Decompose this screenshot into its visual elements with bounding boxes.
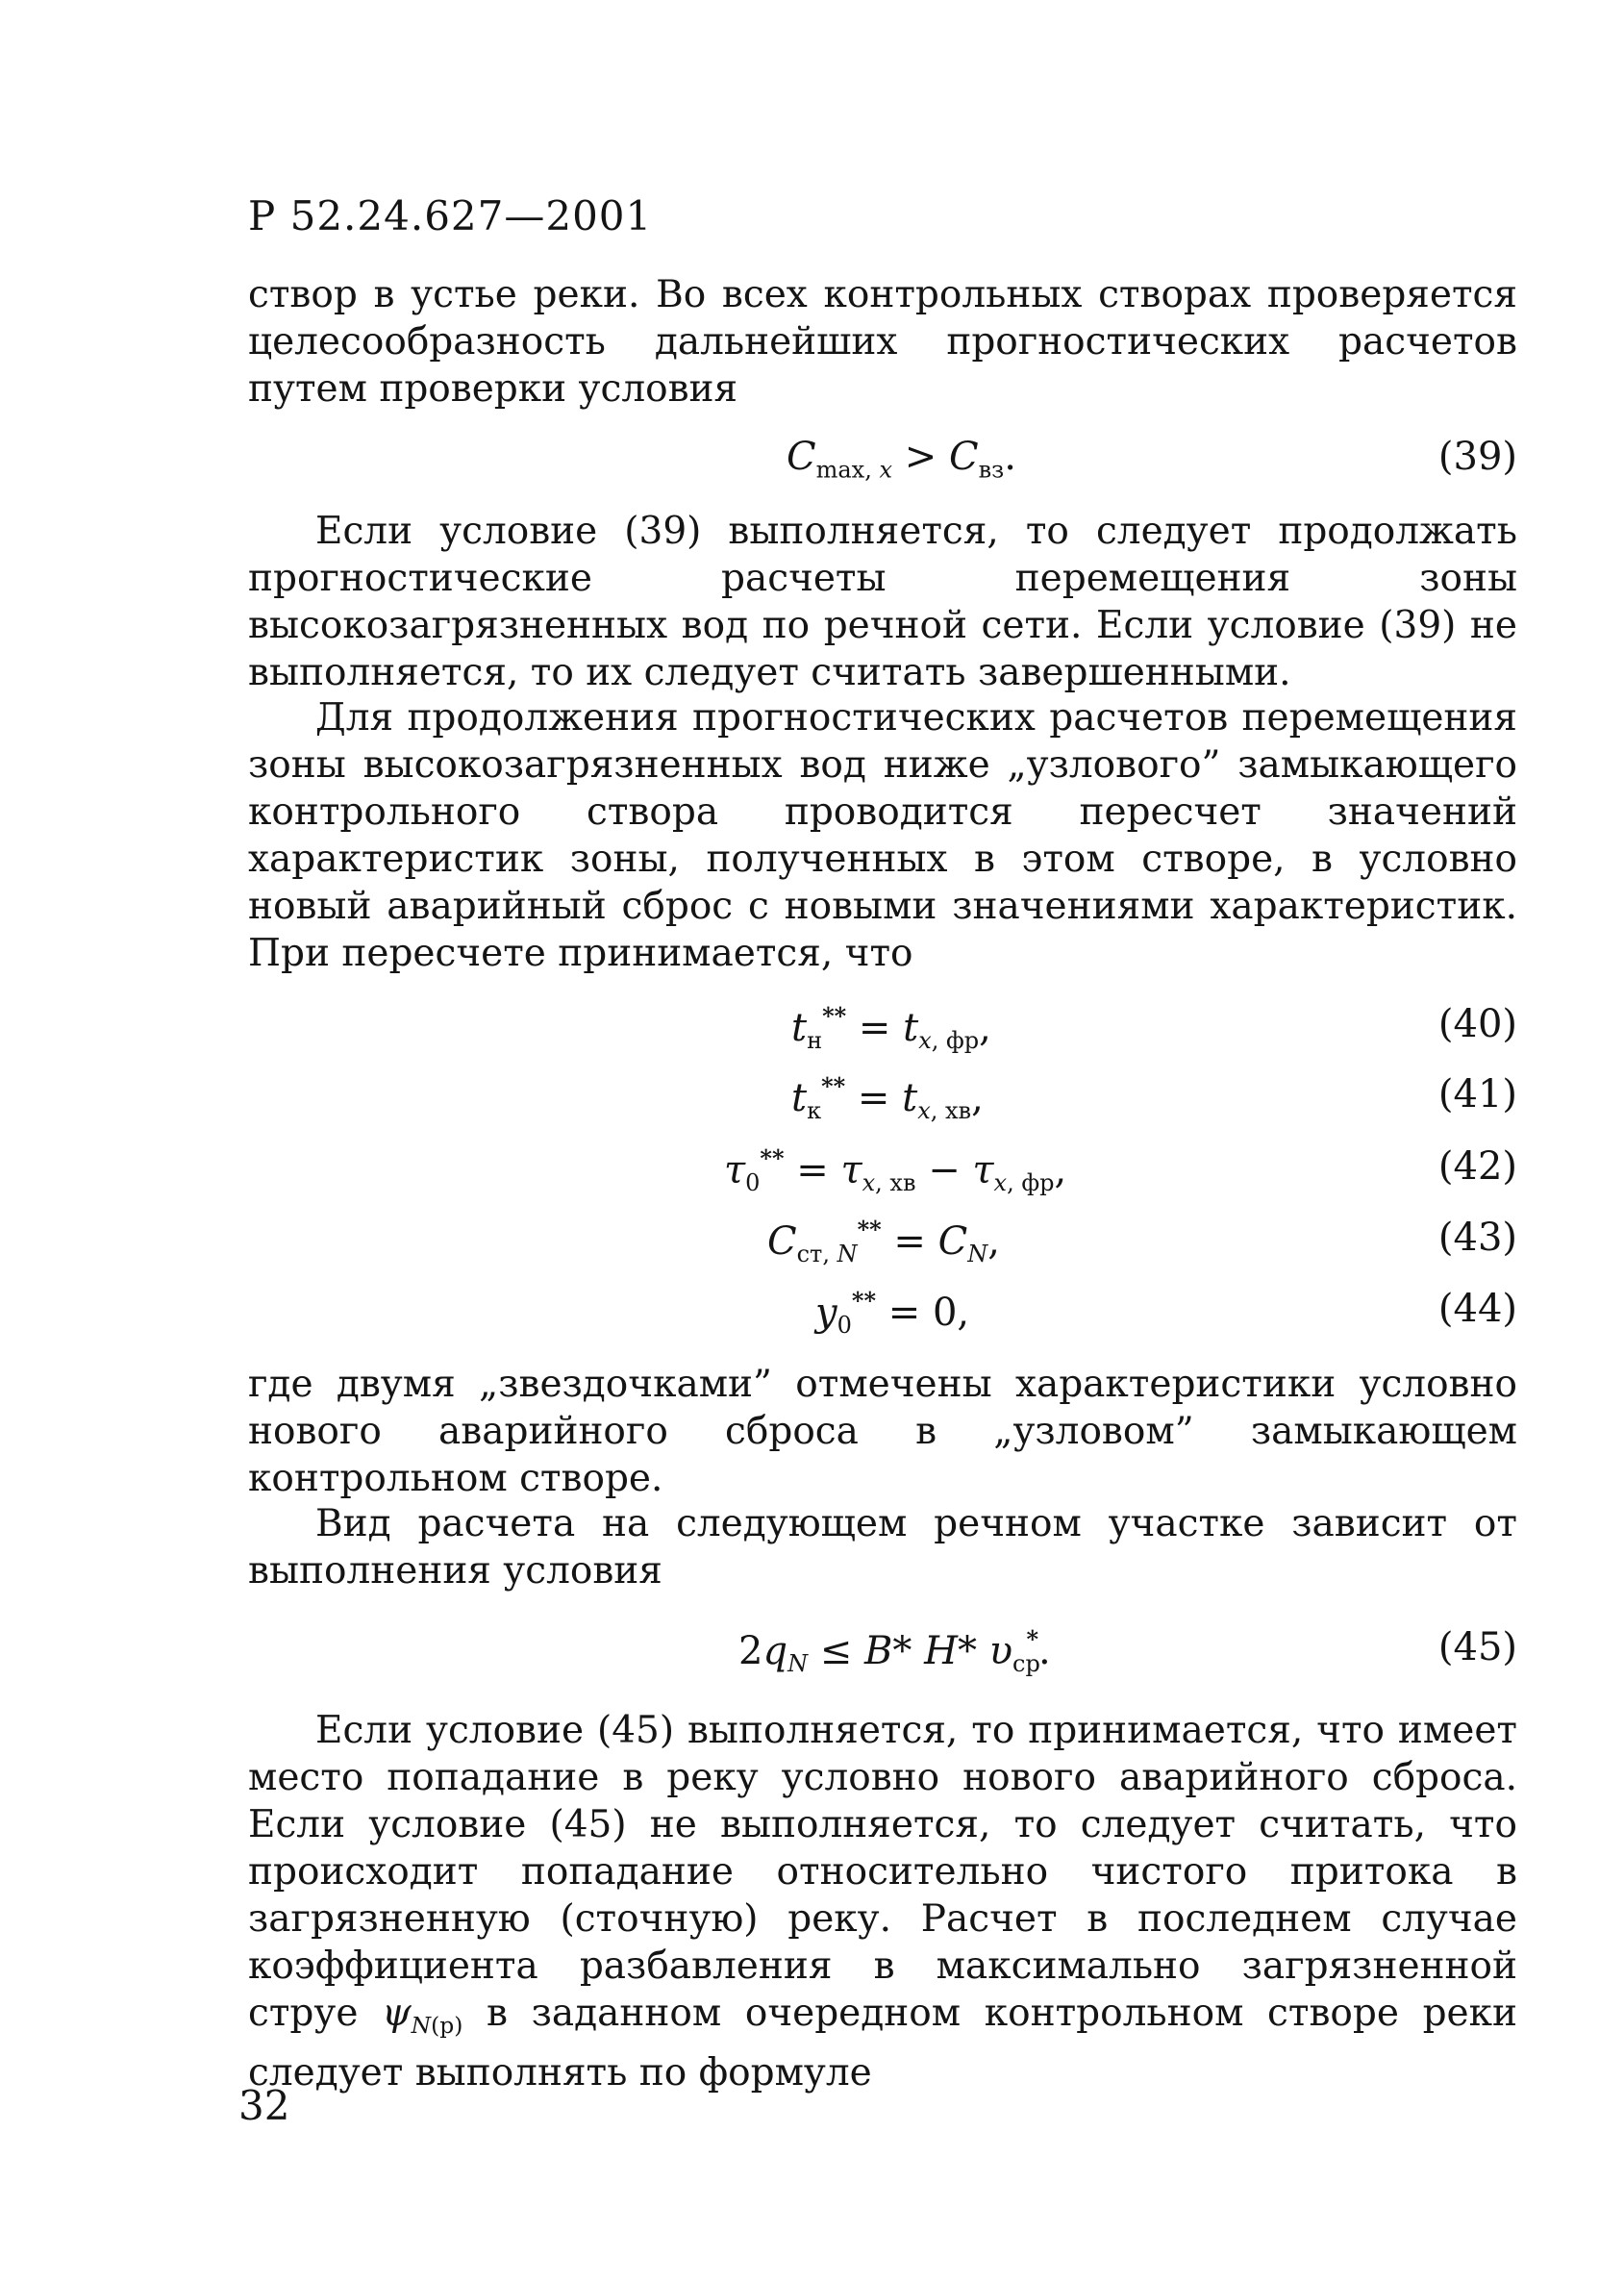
equation-39 (248, 435, 1517, 489)
equation-42-expression: $\tau_0^{**} = \tau_{x, хв} - \tau_{x, фр}$, (724, 1144, 1067, 1197)
equation-45-number: (45) (1437, 1625, 1517, 1669)
paragraph-next-section: Вид расчета на следующем речном участке зависит от выполнения условия (248, 1502, 1517, 1593)
equation-44 (248, 1287, 1517, 1341)
equation-39-number: (39) (1437, 435, 1517, 479)
equation-44-number: (44) (1437, 1287, 1517, 1331)
paragraph-asterisks-note: где двумя „звездочками” отмечены характеристики условно нового аварийного сброса в „узловом” замыкающем контрольном створе. (248, 1363, 1517, 1500)
equation-41-expression: $t_к^{**} = t_{x, хв}$, (791, 1072, 984, 1125)
equation-40 (248, 1002, 1517, 1056)
equation-40-expression: $t_н^{**} = t_{x, фр}$, (791, 1002, 991, 1055)
paragraph-condition-45-text: Если условие (45) выполняется, то принимается, что имеет место попадание в реку условно нового аварийного сброса. Если условие (45) не выполняется, то следует считать, что происходит попадание относительно чистого притока в загрязненную (сточную) реку. Расчет в последнем случае коэффициента разбавления в максимально загрязненной струе (248, 1709, 1517, 2035)
psi-symbol: $\psi_{N(р)}$ (382, 1992, 463, 2040)
equation-45-expression: $2q_N \le B*$ H* $\upsilon_{ср}^*$. (738, 1625, 1051, 1678)
equation-42-number: (42) (1437, 1144, 1517, 1189)
equation-43-expression: $C_{ст, N}^{**} = C_N$, (767, 1216, 1000, 1268)
equation-41-number: (41) (1437, 1072, 1517, 1116)
paragraph-condition-45 (248, 1707, 1517, 2096)
equation-43 (248, 1216, 1517, 1269)
paragraph-condition-39: Если условие (39) выполняется, то следует продолжать прогностические расчеты перемещения зоны высокозагрязненных вод по речной сети. Если условие (39) не выполняется, то их следует считать завершенными. (248, 510, 1517, 694)
equation-41 (248, 1072, 1517, 1126)
equation-44-expression: $y_0^{**} = 0$, (815, 1287, 970, 1340)
equation-39-expression: $C_{max, x} > C_{вз}$. (787, 435, 1016, 484)
equation-40-number: (40) (1437, 1002, 1517, 1046)
equation-42 (248, 1144, 1517, 1198)
equation-45 (248, 1625, 1517, 1679)
paragraph-condition-45-tail: в заданном очередном контрольном створе реки следует выполнять по формуле (248, 1992, 1518, 2095)
paragraph-intro: створ в устье реки. Во всех контрольных створах проверяется целесообразность дальнейших прогностических расчетов путем проверки условия (248, 273, 1517, 411)
document-number: Р 52.24.627—2001 (248, 192, 653, 239)
equation-43-number: (43) (1437, 1216, 1517, 1260)
page-number: 32 (238, 2082, 290, 2129)
paragraph-recalculation: Для продолжения прогностических расчетов перемещения зоны высокозагрязненных вод ниже „узлового” замыкающего контрольного створа проводится пересчет значений характеристик зоны, полученных в этом створе, в условно новый аварийный сброс с новыми значениями характеристик. При пересчете принимается, что (248, 696, 1517, 975)
